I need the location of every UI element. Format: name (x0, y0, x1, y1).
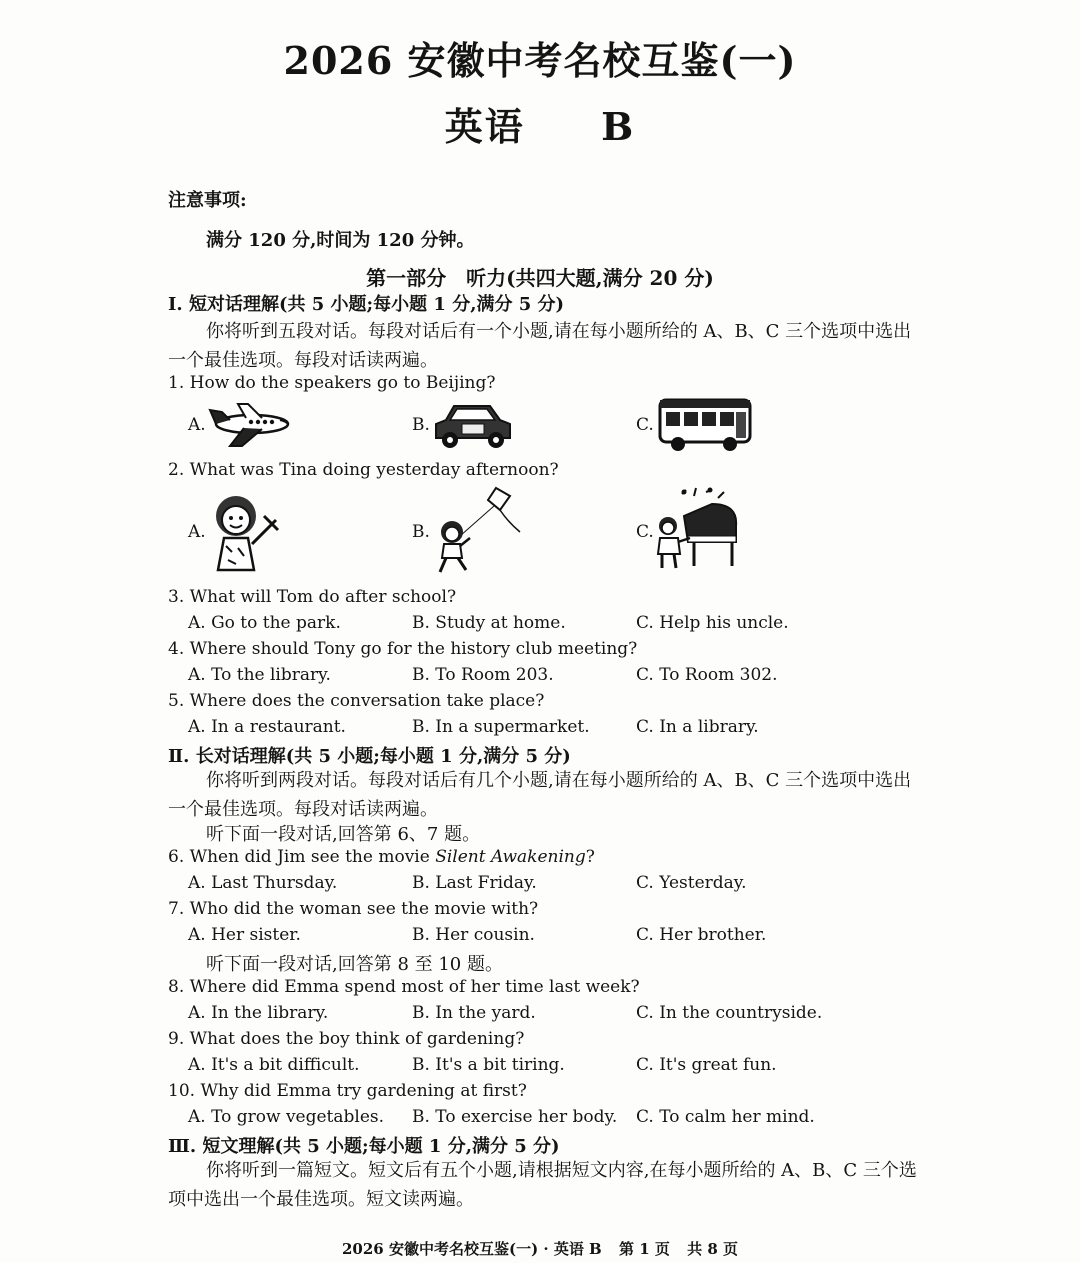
question-9: 9. What does the boy think of gardening? (168, 1029, 525, 1049)
q5-option-c[interactable]: C. In a library. (636, 717, 759, 737)
question-number: 5. (168, 691, 185, 711)
exam-title: 2026 安徽中考名校互鉴(一) (283, 38, 797, 83)
q1-option-a-label[interactable]: A. (188, 415, 206, 435)
q4-option-b[interactable]: B. To Room 203. (412, 665, 554, 685)
q4-option-c[interactable]: C. To Room 302. (636, 665, 778, 685)
question-2 (168, 460, 559, 480)
q4-option-a[interactable]: A. To the library. (188, 665, 331, 685)
section3-title: Ⅲ. 短文理解(共 5 小题;每小题 1 分,满分 5 分) (168, 1136, 560, 1157)
question-number: 4. (168, 639, 185, 659)
question-number: 1. (168, 373, 185, 393)
section2-sub1: 听下面一段对话,回答第 6、7 题。 (206, 824, 481, 845)
question-text: Where should Tony go for the history club meeting? (189, 639, 638, 659)
question-number: 3. (168, 587, 185, 607)
question-text: Where does the conversation take place? (189, 691, 545, 711)
question-4 (168, 639, 637, 659)
q1-option-b-label[interactable]: B. (412, 415, 430, 435)
bus-icon[interactable] (656, 392, 754, 454)
question-6 (168, 847, 595, 867)
girl-painting-icon[interactable] (206, 490, 284, 572)
q6-option-b[interactable]: B. Last Friday. (412, 873, 537, 893)
question-text: What was Tina doing yesterday afternoon? (189, 460, 559, 480)
q9-option-c[interactable]: C. It's great fun. (636, 1055, 777, 1075)
question-8: 8. Where did Emma spend most of her time last week? (168, 977, 640, 997)
subject-label: 英语 (444, 104, 525, 149)
exam-subtitle (0, 96, 1080, 151)
q9-option-a[interactable]: A. It's a bit difficult. (188, 1055, 360, 1075)
movie-title: Silent Awakening (435, 847, 586, 867)
part1-title: 第一部分 听力(共四大题,满分 20 分) (366, 266, 714, 290)
section2-sub2: 听下面一段对话,回答第 8 至 10 题。 (206, 954, 503, 975)
q7-option-a[interactable]: A. Her sister. (188, 925, 301, 945)
question-mark: ? (585, 847, 595, 867)
section2-instructions: 你将听到两段对话。每段对话后有几个小题,请在每小题所给的 A、B、C 三个选项中选出一个最佳选项。每段对话读两遍。 (168, 770, 912, 820)
question-7: 7. Who did the woman see the movie with? (168, 899, 539, 919)
footer-page-number: 第 1 页 (618, 1240, 670, 1258)
question-text: How do the speakers go to Beijing? (189, 373, 496, 393)
q2-option-a-label[interactable]: A. (188, 522, 206, 542)
q10-option-c[interactable]: C. To calm her mind. (636, 1107, 815, 1127)
footer-exam: 2026 安徽中考名校互鉴(一) · 英语 B (342, 1240, 602, 1258)
q7-option-b[interactable]: B. Her cousin. (412, 925, 535, 945)
q3-option-a[interactable]: A. Go to the park. (188, 613, 341, 633)
section2-title: Ⅱ. 长对话理解(共 5 小题;每小题 1 分,满分 5 分) (168, 746, 571, 767)
q10-option-a[interactable]: A. To grow vegetables. (188, 1107, 385, 1127)
q7-option-c[interactable]: C. Her brother. (636, 925, 767, 945)
section1-title: Ⅰ. 短对话理解(共 5 小题;每小题 1 分,满分 5 分) (168, 294, 565, 315)
q6-option-a[interactable]: A. Last Thursday. (188, 873, 338, 893)
section1-instructions: 你将听到五段对话。每段对话后有一个小题,请在每小题所给的 A、B、C 三个选项中选出一个最佳选项。每段对话读两遍。 (168, 321, 912, 371)
q9-option-b[interactable]: B. It's a bit tiring. (412, 1055, 565, 1075)
question-10: 10. Why did Emma try gardening at first? (168, 1081, 527, 1101)
car-icon[interactable] (432, 398, 514, 452)
q2-option-c-label[interactable]: C. (636, 522, 654, 542)
q5-option-a[interactable]: A. In a restaurant. (188, 717, 346, 737)
q10-option-b[interactable]: B. To exercise her body. (412, 1107, 618, 1127)
page-footer (0, 1238, 1080, 1259)
girl-flying-kite-icon[interactable] (430, 484, 528, 576)
notes-heading: 注意事项: (168, 190, 247, 211)
question-number: 2. (168, 460, 185, 480)
notes-body: 满分 120 分,时间为 120 分钟。 (206, 230, 475, 251)
q6-option-c[interactable]: C. Yesterday. (636, 873, 747, 893)
girl-playing-piano-icon[interactable] (654, 486, 744, 572)
q3-option-b[interactable]: B. Study at home. (412, 613, 566, 633)
q1-option-c-label[interactable]: C. (636, 415, 654, 435)
question-1 (168, 373, 495, 393)
q5-option-b[interactable]: B. In a supermarket. (412, 717, 590, 737)
q8-option-c[interactable]: C. In the countryside. (636, 1003, 823, 1023)
footer-total-pages: 共 8 页 (687, 1240, 738, 1258)
q2-option-b-label[interactable]: B. (412, 522, 430, 542)
question-text: 6. When did Jim see the movie (168, 847, 430, 867)
question-3 (168, 587, 456, 607)
question-text: What will Tom do after school? (189, 587, 457, 607)
q3-option-c[interactable]: C. Help his uncle. (636, 613, 789, 633)
version-label: B (601, 104, 636, 149)
question-5 (168, 691, 544, 711)
section3-instructions: 你将听到一篇短文。短文后有五个小题,请根据短文内容,在每小题所给的 A、B、C 三个选项中选出一个最佳选项。短文读两遍。 (168, 1160, 917, 1210)
airplane-icon[interactable] (208, 398, 294, 450)
q8-option-b[interactable]: B. In the yard. (412, 1003, 536, 1023)
q8-option-a[interactable]: A. In the library. (188, 1003, 329, 1023)
